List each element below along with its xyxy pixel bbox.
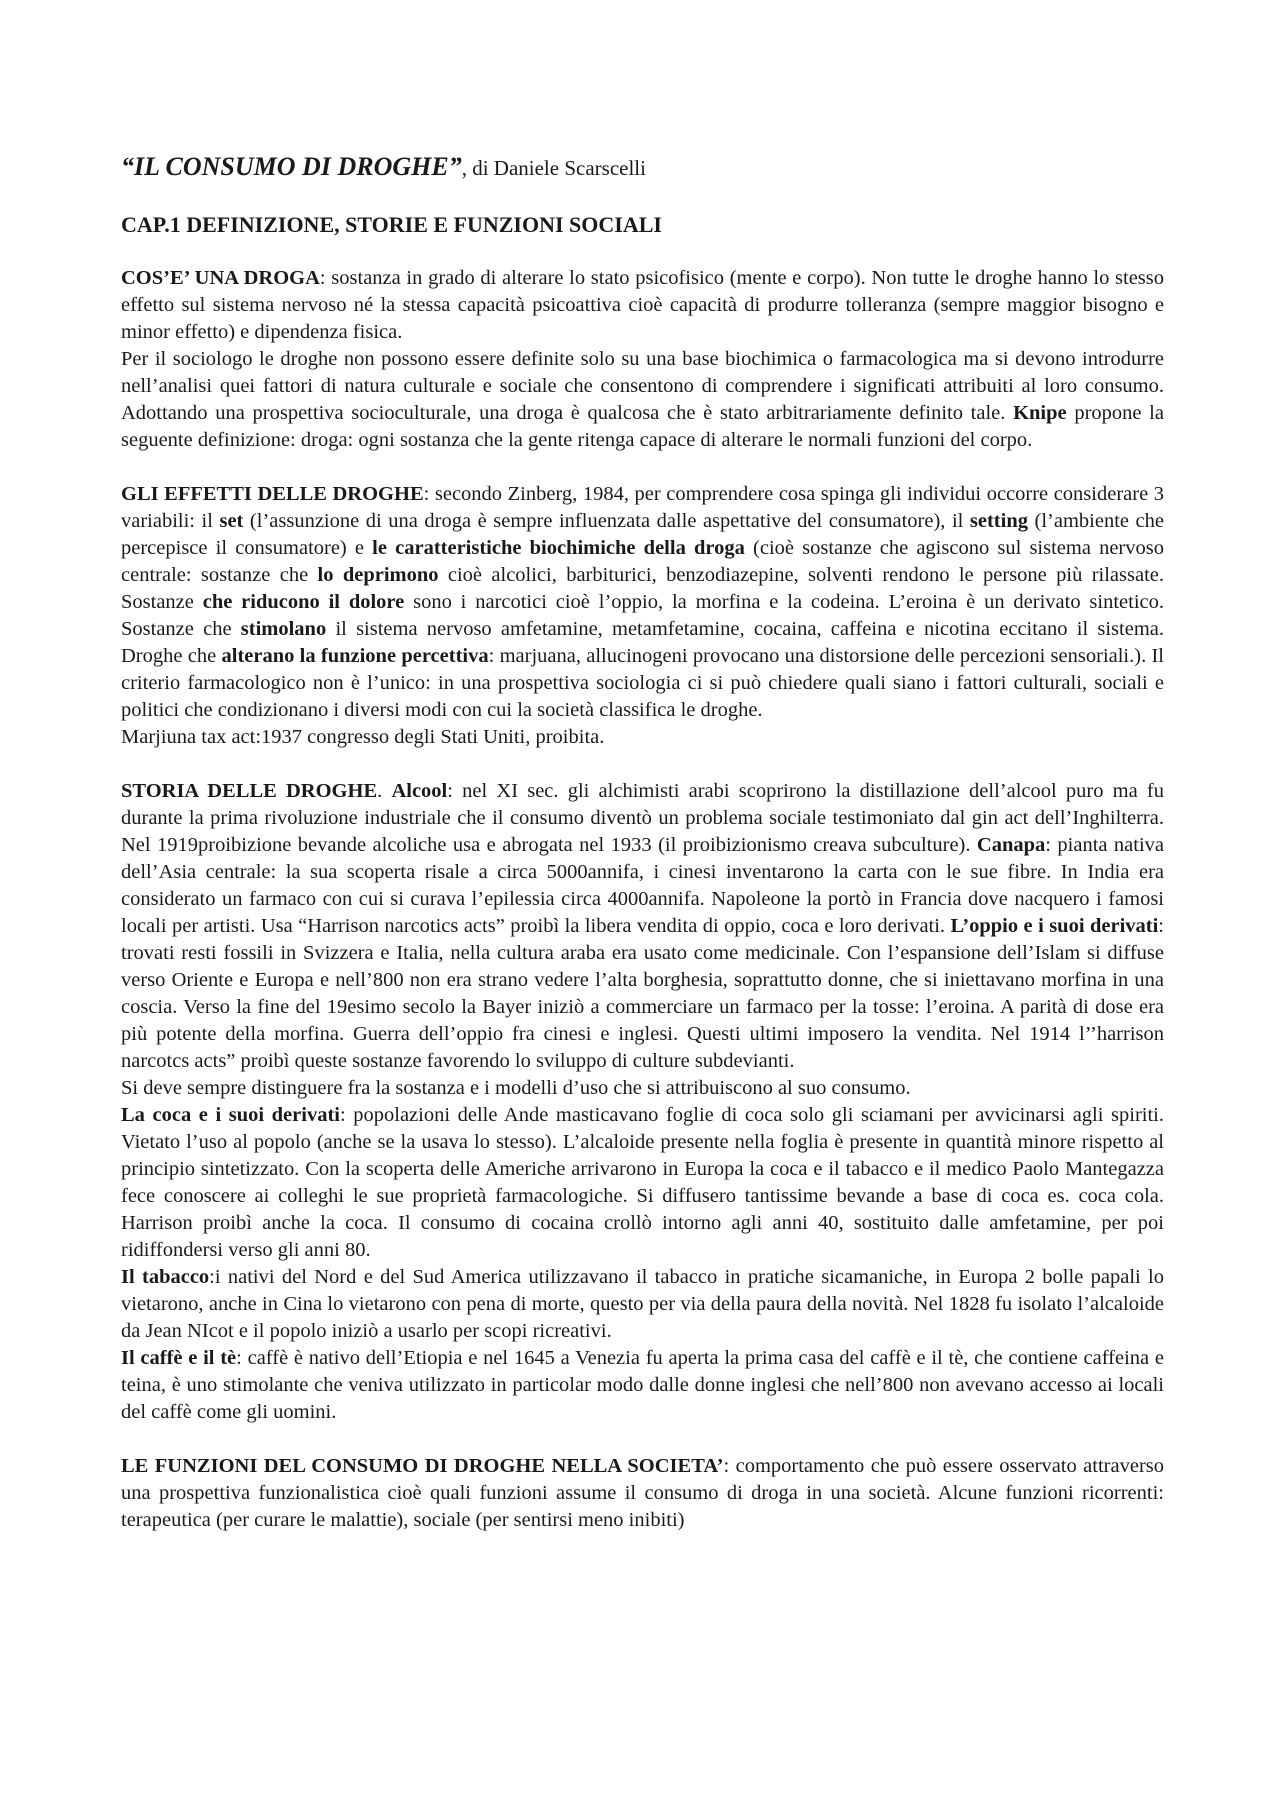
history-text-1: : nel XI sec. gli alchimisti arabi scoprirono la distillazione dell’alcool puro ma fu durante la prima rivoluzione industriale che il consumo diventò un problema sociale testimoniato dal gin act dell’Inghilterra. Nel 1919proibizione bevande alcoliche usa e abrogata nel 1933 (il proibizionismo creava subculture). <box>121 780 1164 856</box>
effects-text-7: il sistema nervoso amfetamine, metamfetamine, cocaina, caffeina e nicotina eccitano il sistema. Droghe che <box>121 618 1164 667</box>
effects-pain: che riducono il dolore <box>202 591 405 613</box>
knipe-name: Knipe <box>1013 402 1067 424</box>
paragraph-caffe <box>121 1345 1164 1426</box>
title-main: “IL CONSUMO DI DROGHE” <box>121 152 462 181</box>
paragraph-sociologist <box>121 346 1164 454</box>
tabacco-label: Il tabacco <box>121 1266 210 1288</box>
effects-text-5: cioè alcolici, barbiturici, benzodiazepine, solventi rendono le persone più rilassate. Sostanze <box>121 564 1164 613</box>
coca-text: : popolazioni delle Ande masticavano foglie di coca solo gli sciamani per avvicinarsi agli spiriti. Vietato l’uso al popolo (anche se la usava lo stesso). L’alcaloide presente nella foglia è presente in quantità minore rispetto al principio sintetizzato. Con la scoperta delle Americhe arrivarono in Europa la coca e il tabacco e il medico Paolo Mantegazza fece conoscere ai colleghi le sue proprietà farmacologiche. Si diffusero tantissime bevande a base di coca es. coca cola. Harrison proibì anche la coca. Il consumo di cocaina crollò intorno agli anni 40, sostituito dalle amfetamine, per poi ridiffondersi verso gli anni 80. <box>121 1104 1164 1261</box>
history-canapa: Canapa <box>976 834 1046 856</box>
paragraph-definition <box>121 265 1164 346</box>
history-oppio: L’oppio e i suoi derivati <box>950 915 1159 937</box>
sociologist-text-1: Per il sociologo le droghe non possono essere definite solo su una base biochimica o farmacologica ma si devono introdurre nell’analisi quei fattori di natura culturale e sociale che consentono di comprendere i significati attribuiti al loro consumo. Adottando una prospettiva socioculturale, una droga è qualcosa che è stato arbitrariamente definito tale. <box>121 348 1164 424</box>
chapter-heading: CAP.1 DEFINIZIONE, STORIE E FUNZIONI SOCIALI <box>121 212 662 237</box>
sociologist-text-2: propone la seguente definizione: droga: ogni sostanza che la gente ritenga capace di alterare le normali funzioni del corpo. <box>121 402 1164 451</box>
coca-label: La coca e i suoi derivati <box>121 1104 340 1126</box>
effects-setting: setting <box>969 510 1028 532</box>
effects-text-2: (l’assunzione di una droga è sempre influenzata dalle aspettative del consumatore), il <box>243 510 970 532</box>
paragraph-functions <box>121 1453 1164 1534</box>
paragraph-distinction: Si deve sempre distinguere fra la sostanza e i modelli d’uso che si attribuiscono al suo consumo. <box>121 1077 911 1099</box>
history-text-2: : pianta nativa dell’Asia centrale: la sua scoperta risale a circa 5000annifa, i cinesi inventarono la carta con le sue fibre. In India era considerato un farmaco con cui si curava l’epilessia circa 4000annifa. Napoleone la portò in Francia dove nacquero i famosi locali per artisti. Usa “Harrison narcotics acts” proibì la libera vendita di oppio, coca e loro derivati. <box>121 834 1164 937</box>
functions-text: : comportamento che può essere osservato attraverso una prospettiva funzionalistica cioè quali funzioni assume il consumo di droga in una società. Alcune funzioni ricorrenti: terapeutica (per curare le malattie), sociale (per sentirsi meno inibiti) <box>121 1455 1164 1531</box>
caffe-text: : caffè è nativo dell’Etiopia e nel 1645 a Venezia fu aperta la prima casa del caffè e il tè, che contiene caffeina e teina, è uno stimolante che veniva utilizzato in particolar modo dalle donne inglesi che nell’800 non avevano accesso ai locali del caffè come gli uomini. <box>121 1347 1164 1423</box>
paragraph-history <box>121 778 1164 1075</box>
effects-text-6: sono i narcotici cioè l’oppio, la morfina e la codeina. L’eroina è un derivato sintetico. Sostanze che <box>121 591 1164 640</box>
effects-text-1: : secondo Zinberg, 1984, per comprendere cosa spinga gli individui occorre considerare 3 variabili: il <box>121 483 1164 532</box>
effects-stimulate: stimolano <box>240 618 327 640</box>
effects-depress: lo deprimono <box>317 564 439 586</box>
effects-set: set <box>219 510 244 532</box>
caffe-label: Il caffè e il tè <box>121 1347 237 1369</box>
title-author: , di Daniele Scarscelli <box>461 156 646 180</box>
effects-perceptive: alterano la funzione percettiva <box>221 645 489 667</box>
effects-text-4: (cioè sostanze che agiscono sul sistema nervoso centrale: sostanze che <box>121 537 1164 586</box>
effects-label: GLI EFFETTI DELLE DROGHE <box>121 483 424 505</box>
paragraph-effects <box>121 481 1164 724</box>
paragraph-tabacco <box>121 1264 1164 1345</box>
effects-text-3: (l’ambiente che percepisce il consumatore) e <box>121 510 1164 559</box>
paragraph-marijuana-act: Marjiuna tax act:1937 congresso degli Stati Uniti, proibita. <box>121 726 605 748</box>
effects-text-8: : marjuana, allucinogeni provocano una distorsione delle percezioni sensoriali.). Il criterio farmacologico non è l’unico: in una prospettiva sociologia ci si può chiedere quali siano i fattori culturali, sociali e politici che condizionano i diversi modi con cui la società classifica le droghe. <box>121 645 1165 721</box>
history-label: STORIA DELLE DROGHE <box>121 780 378 802</box>
functions-label: LE FUNZIONI DEL CONSUMO DI DROGHE NELLA SOCIETA’ <box>121 1455 724 1477</box>
history-alcool: Alcool <box>391 780 448 802</box>
paragraph-coca <box>121 1102 1164 1264</box>
history-text-3: : trovati resti fossili in Svizzera e Italia, nella cultura araba era usato come medicinale. Con l’espansione dell’Islam si diffuse verso Oriente e Europa e nell’800 non era strano vedere l’alta borghesia, soprattutto donne, che si iniettavano morfina in una coscia. Verso la fine del 19esimo secolo la Bayer iniziò a commerciare un farmaco per la tosse: l’eroina. A parità di dose era più potente della morfina. Guerra dell’oppio fra cinesi e inglesi. Questi ultimi imposero la vendita. Nel 1914 l’’harrison narcotcs acts” proibì queste sostanze favorendo lo sviluppo di culture subdevianti. <box>121 915 1164 1072</box>
definition-text: : sostanza in grado di alterare lo stato psicofisico (mente e corpo). Non tutte le droghe hanno lo stesso effetto sul sistema nervoso né la stessa capacità psicoattiva cioè capacità di produrre tolleranza (sempre maggior bisogno e minor effetto) e dipendenza fisica. <box>121 267 1164 343</box>
effects-biochem: le caratteristiche biochimiche della droga <box>372 537 745 559</box>
tabacco-text: :i nativi del Nord e del Sud America utilizzavano il tabacco in pratiche sicamaniche, in Europa 2 bolle papali lo vietarono, anche in Cina lo vietarono con pena di morte, questo per via della paura della novità. Nel 1828 fu isolato l’alcaloide da Jean NIcot e il popolo iniziò a usarlo per scopi ricreativi. <box>121 1266 1164 1342</box>
history-dot: . <box>377 780 392 802</box>
definition-label: COS’E’ UNA DROGA <box>121 267 320 289</box>
document-title <box>121 150 1164 185</box>
